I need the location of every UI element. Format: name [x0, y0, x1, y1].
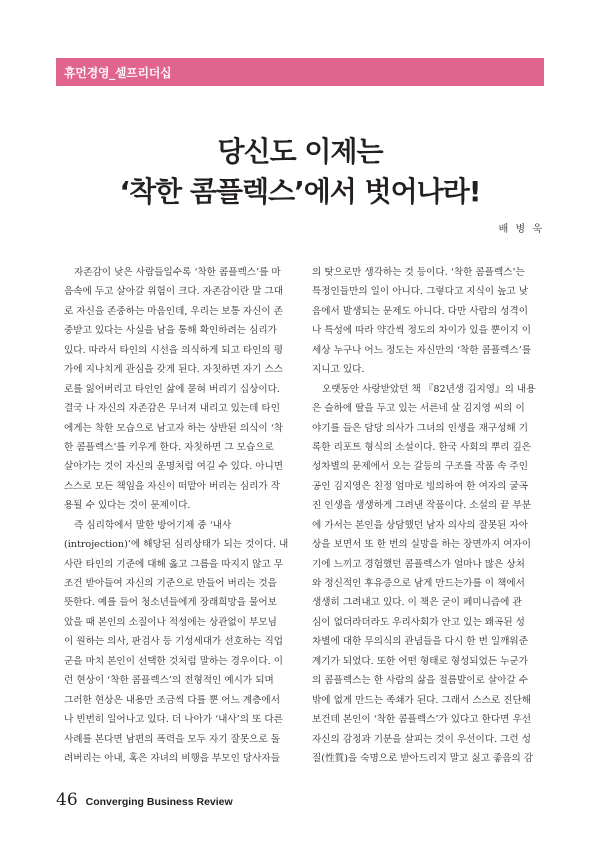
- page-number: 46: [56, 790, 78, 810]
- text-line: 생생히 그려내고 있다. 이 책은 굳이 페미니즘에 관: [312, 597, 522, 609]
- text-line: 기에 느끼고 경험했던 콤플렉스가 얼마나 많은 상처: [312, 558, 525, 570]
- title-line-1: 당신도 이제는: [217, 135, 383, 168]
- text-line: 세상 누구나 어느 정도는 자신만의 ‘착한 콤플렉스’를: [312, 344, 532, 356]
- text-line: 차별에 대한 무의식의 관념들을 다시 한 번 일깨워준: [312, 636, 528, 648]
- text-line: 야기를 들은 담당 의사가 그녀의 인생을 재구성해 기: [312, 422, 528, 434]
- text-line: 즉 심리학에서 말한 방어기제 중 ‘내사: [74, 519, 232, 531]
- text-line: 의 탓으로만 생각하는 것 등이다. ‘착한 콤플렉스’는: [312, 267, 525, 278]
- text-line: 에게는 착한 모습으로 남고자 하는 상반된 의식이 ‘착: [64, 422, 284, 434]
- text-line: 려버리는 아내, 혹은 자녀의 비행을 부모인 당사자들: [64, 752, 280, 764]
- text-line: 상을 보면서 또 한 번의 실망을 하는 장면까지 여자이: [312, 539, 532, 551]
- text-line: 진 인생을 생생하게 그려낸 작품이다. 소설의 끝 부분: [312, 500, 532, 512]
- section-label: 휴먼경영_셀프리더십: [64, 65, 172, 80]
- text-line: 사란 타인의 기준에 대해 옳고 그름을 따지지 않고 무: [64, 558, 284, 570]
- right-column: [312, 263, 536, 768]
- text-line: 성차별의 문제에서 오는 갈등의 구조를 작품 속 주인: [312, 461, 528, 473]
- text-line: 조건 받아들여 자신의 기준으로 만들어 버리는 것을: [64, 578, 277, 589]
- text-line: 음에서 발생되는 문제도 아니다. 다만 사람의 성격이: [312, 305, 528, 317]
- text-line: 은 슬하에 딸을 두고 있는 서른네 살 김지영 씨의 이: [312, 403, 525, 415]
- text-line: 결국 나 자신의 자존감은 무너져 내리고 있는데 타인: [64, 403, 280, 415]
- text-line: 자존감이 낮은 사람들일수록 ‘착한 콤플렉스’를 마: [74, 267, 281, 278]
- text-line: 특정인들만의 일이 아니다. 그렇다고 지식이 높고 낮: [312, 286, 528, 298]
- text-line: 음속에 두고 살아갈 위험이 크다. 자존감이란 말 그대: [64, 286, 284, 298]
- text-line: 오랫동안 사랑받았던 책 『82년생 김지영』의 내용: [322, 383, 536, 395]
- text-line: 가에 지나치게 관심을 갖게 된다. 자칫하면 자기 스스: [64, 364, 284, 376]
- author-name: 배 병 욱: [498, 224, 544, 235]
- text-line: 중받고 있다는 사실을 남을 통해 확인하려는 심리가: [64, 325, 277, 337]
- text-line: 스스로 모든 책임을 자신이 떠맡아 버리는 심리가 작: [64, 480, 280, 492]
- text-line: 자신의 감정과 기분을 살피는 것이 우선이다. 그런 성: [312, 733, 532, 745]
- article-title: [56, 132, 544, 212]
- text-line: 이 원하는 의사, 판검사 등 기성세대가 선호하는 직업: [64, 636, 284, 648]
- journal-name: Converging Business Review: [85, 796, 233, 808]
- text-line: 로를 잃어버리고 타인인 삶에 묻혀 버리기 십상이다.: [64, 383, 280, 395]
- title-line-2: ‘착한 콤플렉스’에서 벗어나라!: [119, 175, 481, 208]
- text-line: 공인 김지영은 친정 엄마로 빙의하여 한 여자의 굴곡: [312, 480, 528, 492]
- text-line: 한 콤플렉스’를 키우게 한다. 자칫하면 그 모습으로: [64, 441, 274, 453]
- text-line: 용될 수 있다는 것이 문제이다.: [64, 500, 191, 512]
- text-line: 나 특성에 따라 약간씩 정도의 차이가 있을 뿐이지 이: [312, 325, 532, 337]
- text-line: (introjection)’에 해당된 심리상태가 되는 것이다. 내: [64, 539, 288, 551]
- text-line: 나 빈번히 일어나고 있다. 더 나아가 ‘내사’의 또 다른: [64, 714, 283, 726]
- text-line: 그러한 현상은 내용만 조금씩 다를 뿐 어느 계층에서: [64, 694, 280, 706]
- text-line: 의 콤플렉스는 한 사람의 삶을 절름발이로 살아갈 수: [312, 675, 528, 687]
- text-line: 군을 마치 본인이 선택한 것처럼 말하는 경우이다. 이: [64, 655, 284, 667]
- text-line: 록한 리포트 형식의 소설이다. 한국 사회의 뿌리 깊은: [312, 441, 532, 453]
- text-line: 보건데 본인이 ‘착한 콤플렉스’가 있다고 한다면 우선: [312, 714, 532, 726]
- text-line: 심이 없더라더라도 우리사회가 안고 있는 왜곡된 성: [312, 616, 525, 628]
- text-line: 사례를 본다면 남편의 폭력을 모두 자기 잘못으로 돌: [64, 733, 280, 745]
- text-line: 밖에 없게 만드는 족쇄가 된다. 그래서 스스로 진단해: [312, 694, 532, 706]
- text-line: 있다. 따라서 타인의 시선을 의식하게 되고 타인의 평: [64, 344, 284, 356]
- text-line: 질(性質)을 숙명으로 받아드리지 말고 싫고 좋음의 감: [312, 752, 534, 764]
- text-line: 계기가 되었다. 또한 어떤 형태로 형성되었든 누군가: [312, 655, 528, 667]
- text-line: 런 현상이 ‘착한 콤플렉스’의 전형적인 예시가 되며: [64, 675, 274, 687]
- text-line: 았을 때 본인의 소질이나 적성에는 상관없이 부모님: [64, 616, 277, 628]
- section-banner: [56, 58, 544, 86]
- text-line: 로 자신을 존중하는 마음인데, 우리는 보통 자신이 존: [64, 305, 284, 317]
- text-line: 살아가는 것이 자신의 운명처럼 여길 수 있다. 아니면: [64, 461, 284, 473]
- page-footer: [56, 790, 233, 810]
- text-line: 뜻한다. 예를 들어 청소년들에게 장래희망을 물어보: [64, 597, 277, 609]
- left-column: [64, 263, 288, 768]
- text-line: 지니고 있다.: [312, 364, 365, 376]
- text-line: 에 가서는 본인을 상담했던 남자 의사의 잘못된 자아: [312, 519, 528, 531]
- text-line: 와 정신적인 후유증으로 남게 만드는가를 이 책에서: [312, 578, 525, 589]
